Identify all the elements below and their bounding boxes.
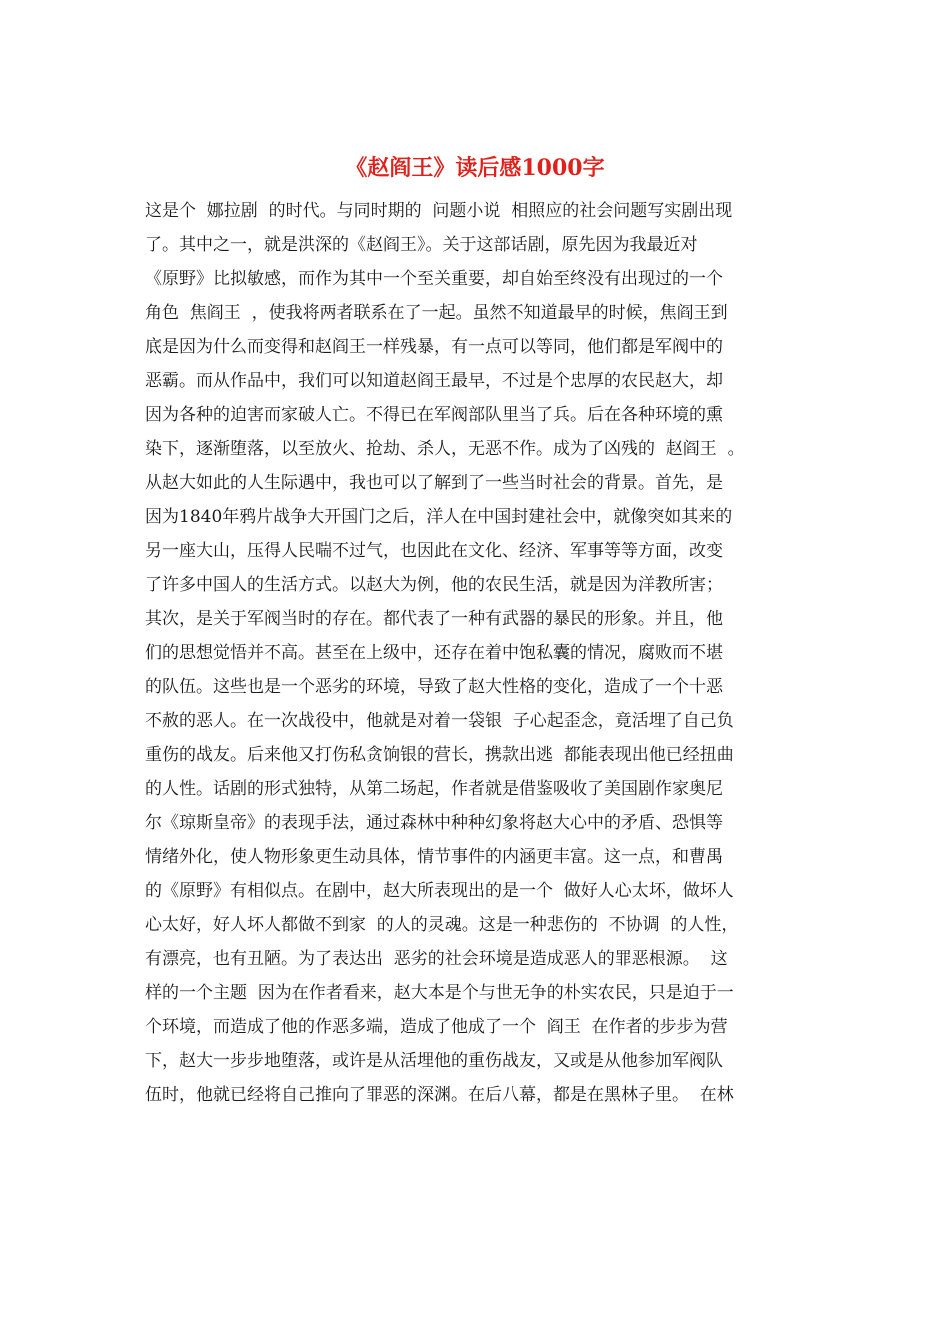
body-line: 心太好，好人坏人都做不到家 的人的灵魂。这是一种悲伤的 不协调 的人性， (145, 915, 739, 935)
body-line: 从赵大如此的人生际遇中，我也可以了解到了一些当时社会的背景。首先，是 (145, 473, 723, 493)
body-line: 了许多中国人的生活方式。以赵大为例，他的农民生活，就是因为洋教所害； (145, 575, 723, 595)
body-line: 的人性。话剧的形式独特，从第二场起，作者就是借鉴吸收了美国剧作家奥尼 (145, 779, 723, 799)
body-line: 的《原野》有相似点。在剧中，赵大所表现出的是一个 做好人心太坏，做坏人 (145, 881, 734, 901)
body-line: 有漂亮，也有丑陋。为了表达出 恶劣的社会环境是造成恶人的罪恶根源。 这 (145, 949, 728, 969)
body-line: 角色 焦阎王 ，使我将两者联系在了一起。虽然不知道最早的时候，焦阎王到 (145, 303, 728, 323)
body-line: 重伤的战友。后来他又打伤私贪饷银的营长，携款出逃 都能表现出他已经扭曲 (145, 745, 734, 765)
body-line: 样的一个主题 因为在作者看来，赵大本是个与世无争的朴实农民，只是迫于一 (145, 983, 734, 1003)
body-line: 尔《琼斯皇帝》的表现手法，通过森林中种种幻象将赵大心中的矛盾、恐惧等 (145, 813, 723, 833)
body-line: 《原野》比拟敏感，而作为其中一个至关重要，却自始至终没有出现过的一个 (145, 269, 723, 289)
body-line: 们的思想觉悟并不高。甚至在上级中，还存在着中饱私囊的情况，腐败而不堪 (145, 643, 723, 663)
body-line: 情绪外化，使人物形象更生动具体，情节事件的内涵更丰富。这一点，和曹禺 (145, 847, 723, 867)
body-line: 不赦的恶人。在一次战役中，他就是对着一袋银 子心起歪念，竟活埋了自己负 (145, 711, 734, 731)
body-line: 个环境，而造成了他的作恶多端，造成了他成了一个 阎王 在作者的步步为营 (145, 1017, 728, 1037)
body-line: 其次，是关于军阀当时的存在。都代表了一种有武器的暴民的形象。并且，他 (145, 609, 723, 629)
body-line: 另一座大山，压得人民喘不过气，也因此在文化、经济、军事等等方面，改变 (145, 541, 723, 561)
body-line: 下，赵大一步步地堕落，或许是从活埋他的重伤战友，又或是从他参加军阀队 (145, 1051, 723, 1071)
body-line: 这是个 娜拉剧 的时代。与同时期的 问题小说 相照应的社会问题写实剧出现 (145, 201, 733, 221)
body-line: 了。其中之一，就是洪深的《赵阎王》。关于这部话剧，原先因为我最近对 (145, 235, 698, 255)
body-line: 染下，逐渐堕落，以至放火、抢劫、杀人，无恶不作。成为了凶残的 赵阎王 。 (145, 439, 745, 459)
document-title: 《赵阎王》读后感1000字 (345, 155, 605, 181)
body-line: 的队伍。这些也是一个恶劣的环境，导致了赵大性格的变化，造成了一个十恶 (145, 677, 723, 697)
body-line: 底是因为什么而变得和赵阎王一样残暴，有一点可以等同，他们都是军阀中的 (145, 337, 723, 357)
body-line: 恶霸。而从作品中，我们可以知道赵阎王最早，不过是个忠厚的农民赵大，却 (145, 371, 723, 391)
document-body (145, 194, 805, 1112)
body-line: 因为1840年鸦片战争大开国门之后，洋人在中国封建社会中，就像突如其来的 (145, 507, 733, 527)
body-line: 伍时，他就已经将自己推向了罪恶的深渊。在后八幕，都是在黑林子里。 在林 (145, 1085, 734, 1105)
body-line: 因为各种的迫害而家破人亡。不得已在军阀部队里当了兵。后在各种环境的熏 (145, 405, 723, 425)
